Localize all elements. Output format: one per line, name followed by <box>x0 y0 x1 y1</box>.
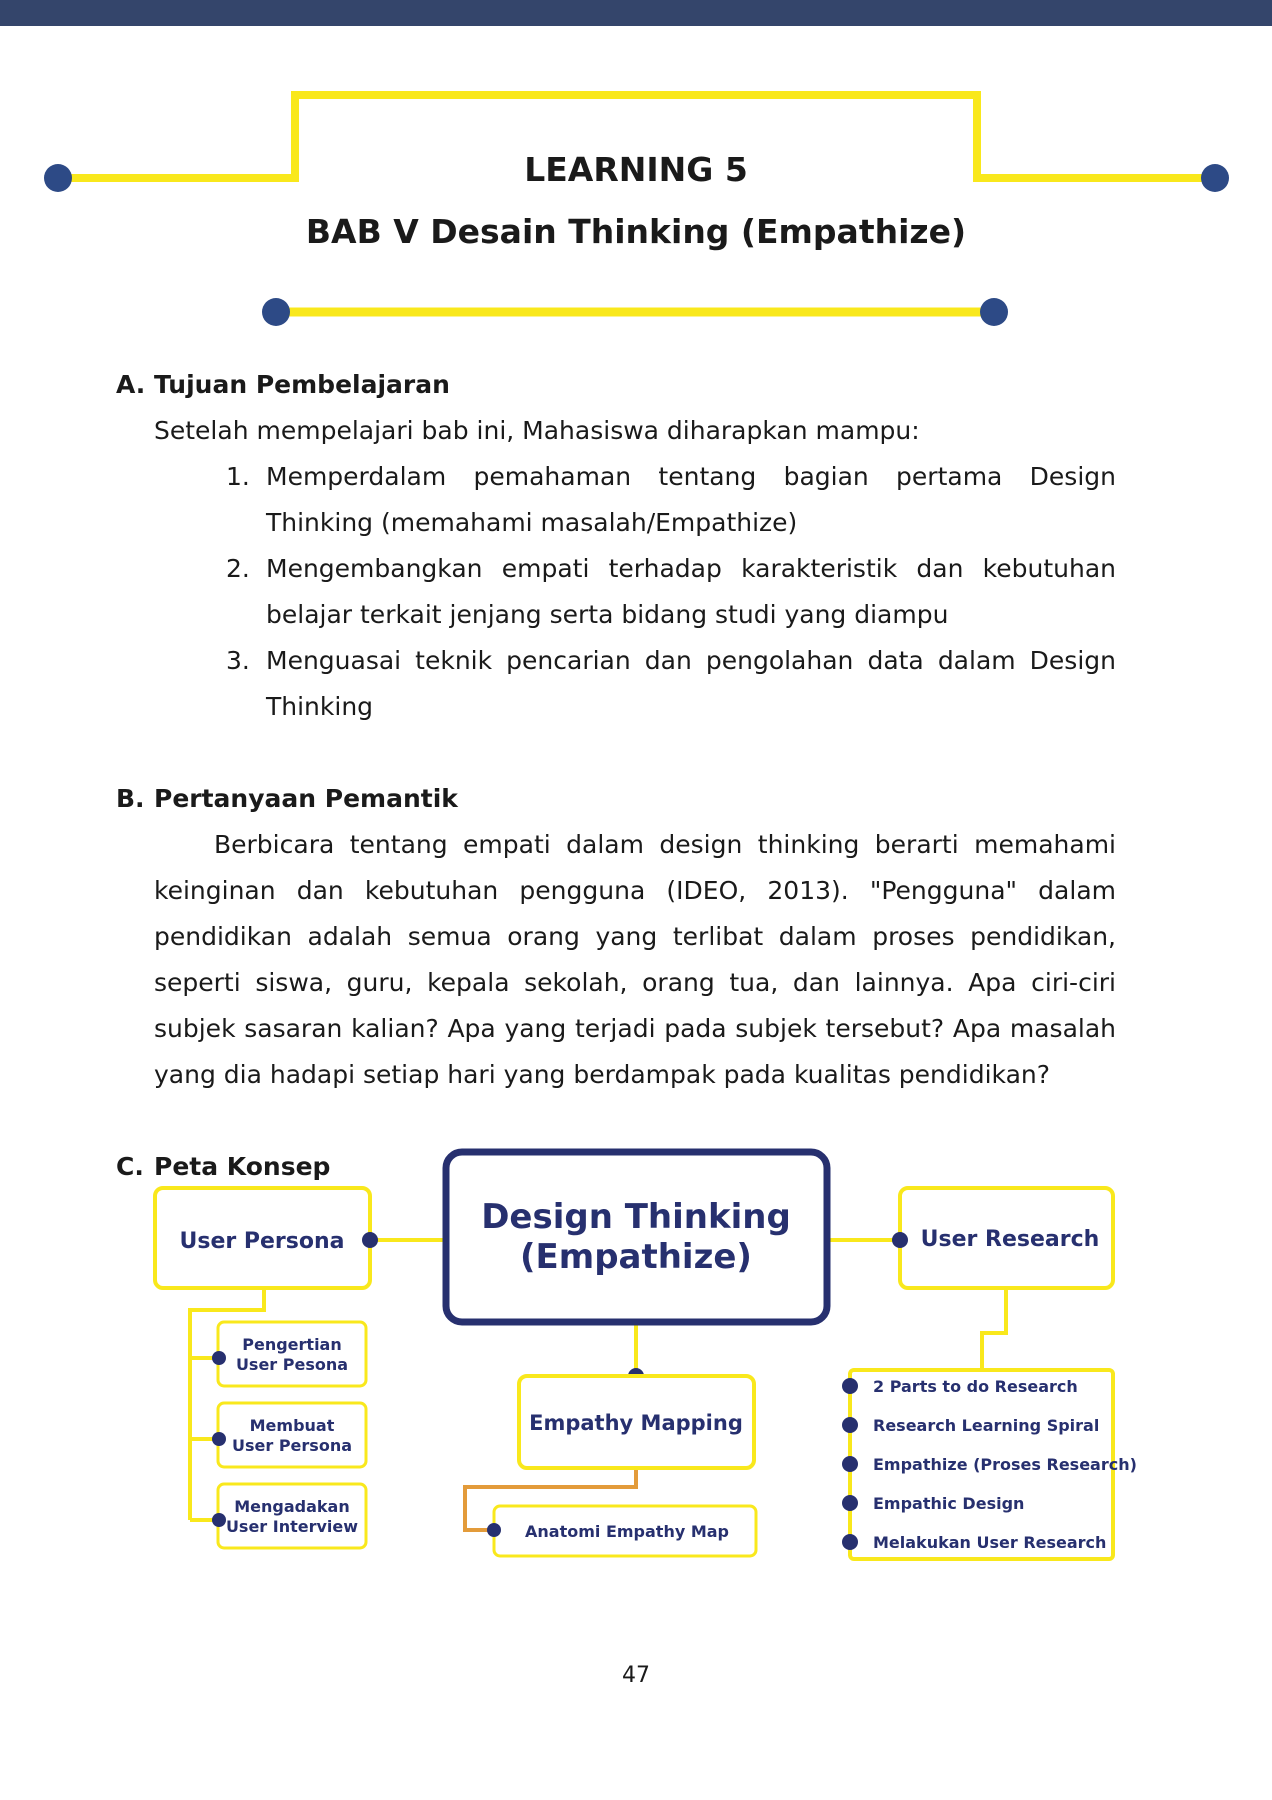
section-a-intro: Setelah mempelajari bab ini, Mahasiswa diharapkan mampu: <box>154 416 920 445</box>
center-title-line1: Design Thinking <box>481 1197 791 1237</box>
section-b-heading: B. Pertanyaan Pemantik <box>116 784 458 813</box>
svg-text:Membuat: Membuat <box>249 1416 335 1435</box>
empathy-mapping-title: Empathy Mapping <box>529 1411 743 1435</box>
section-c-heading: C. Peta Konsep <box>116 1152 331 1181</box>
list-item: 2 Parts to do Research <box>873 1377 1078 1396</box>
svg-text:User Persona: User Persona <box>232 1436 352 1455</box>
left-item-box <box>218 1403 366 1467</box>
section-title: Tujuan Pembelajaran <box>154 370 450 399</box>
left-item-box <box>218 1484 366 1548</box>
section-letter: A. <box>116 370 146 399</box>
left-item-box <box>218 1322 366 1386</box>
chapter-label: LEARNING 5 <box>524 150 748 189</box>
page-number: 47 <box>622 1663 650 1688</box>
chapter-title: BAB V Desain Thinking (Empathize) <box>305 212 967 251</box>
user-persona-title: User Persona <box>179 1229 345 1254</box>
list-item: Empathic Design <box>873 1494 1025 1513</box>
svg-text:Mengadakan: Mengadakan <box>234 1497 350 1516</box>
svg-text:Pengertian: Pengertian <box>242 1335 342 1354</box>
list-item: Melakukan User Research <box>873 1533 1107 1552</box>
svg-text:User Pesona: User Pesona <box>235 1355 349 1374</box>
list-item: Research Learning Spiral <box>873 1416 1100 1435</box>
list-item: Empathize (Proses Research) <box>873 1455 1137 1474</box>
user-research-title: User Research <box>920 1227 1100 1252</box>
section-b-paragraph: Berbicara tentang empati dalam design thinking berarti memahami keinginan dan kebutuhan pengguna (IDEO, 2013). "Pengguna" dalam pendidikan adalah semua orang yang terlibat dalam proses pendidikan, seperti siswa, guru, kepala sekolah, orang tua, dan lainnya. Apa ciri-ciri subjek sasaran kalian? Apa yang terjadi pada subjek tersebut? Apa masalah yang dia hadapi setiap hari yang berdampak pada kualitas pendidikan? <box>154 830 1116 1089</box>
list-item: 2. Mengembangkan empati terhadap karakteristik dan kebutuhan belajar terkait jenjang serta bidang studi yang diampu <box>226 554 1116 629</box>
anatomi-title: Anatomi Empathy Map <box>525 1522 729 1541</box>
list-item: 3. Menguasai teknik pencarian dan pengolahan data dalam Design Thinking <box>226 646 1116 721</box>
center-title-line2: (Empathize) <box>520 1237 752 1277</box>
svg-text:User Interview: User Interview <box>225 1517 359 1536</box>
list-item: 1. Memperdalam pemahaman tentang bagian pertama Design Thinking (memahami masalah/Empathize) <box>226 462 1116 537</box>
